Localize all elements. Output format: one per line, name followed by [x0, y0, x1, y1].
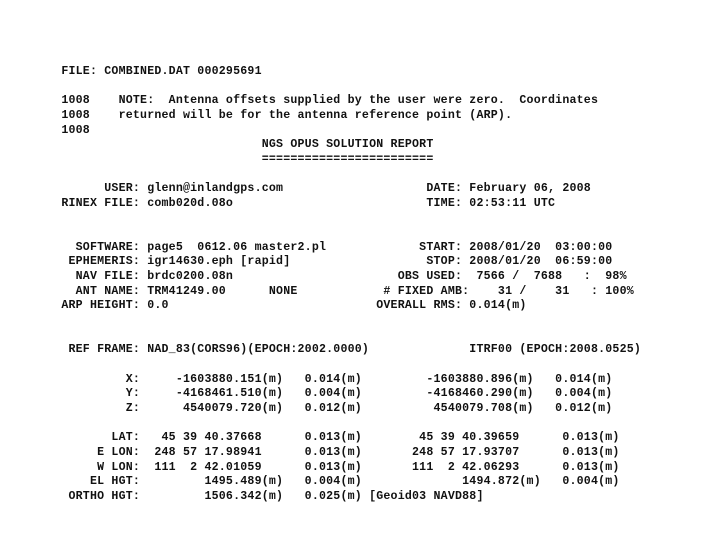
report-line: EPHEMERIS: igr14630.eph [rapid] STOP: 2008/01/20 06:59:00	[47, 255, 613, 269]
report-line: USER: glenn@inlandgps.com DATE: February 06, 2008	[47, 182, 591, 196]
report-line: FILE: COMBINED.DAT 000295691	[47, 65, 262, 78]
report-line: Y: -4168461.510(m) 0.004(m) -4168460.290(m) 0.004(m)	[47, 387, 613, 401]
report-line: EL HGT: 1495.489(m) 0.004(m) 1494.872(m) 0.004(m)	[47, 475, 620, 489]
report-line: 1008 NOTE: Antenna offsets supplied by the user were zero. Coordinates	[47, 94, 599, 108]
report-line: W LON: 111 2 42.01059 0.013(m) 111 2 42.06293 0.013(m)	[47, 460, 620, 474]
report-line: REF FRAME: NAD_83(CORS96)(EPOCH:2002.0000) ITRF00 (EPOCH:2008.0525)	[47, 343, 642, 357]
report-line: ========================	[47, 152, 434, 166]
report-line: ANT NAME: TRM41249.00 NONE # FIXED AMB: 31 / 31 : 100%	[47, 284, 634, 298]
report-line: LAT: 45 39 40.37668 0.013(m) 45 39 40.39659 0.013(m)	[47, 431, 620, 445]
report-line: NAV FILE: brdc0200.08n OBS USED: 7566 / 7688 : 98%	[47, 270, 627, 284]
report-line: NGS OPUS SOLUTION REPORT	[47, 138, 434, 152]
report-line: E LON: 248 57 17.98941 0.013(m) 248 57 17.93707 0.013(m)	[47, 445, 620, 459]
report-line: Z: 4540079.720(m) 0.012(m) 4540079.708(m) 0.012(m)	[47, 401, 613, 415]
report-line: 1008 returned will be for the antenna reference point (ARP).	[47, 108, 513, 122]
report-line: X: -1603880.151(m) 0.014(m) -1603880.896(m) 0.014(m)	[47, 372, 613, 386]
report-line: 1008	[47, 123, 90, 137]
report-line: RINEX FILE: comb020d.08o TIME: 02:53:11 UTC	[47, 196, 556, 210]
report-line: ORTHO HGT: 1506.342(m) 0.025(m) [Geoid03 NAVD88]	[47, 489, 484, 503]
report-line: SOFTWARE: page5 0612.06 master2.pl START: 2008/01/20 03:00:00	[47, 240, 613, 254]
report-line: ARP HEIGHT: 0.0 OVERALL RMS: 0.014(m)	[47, 299, 527, 313]
